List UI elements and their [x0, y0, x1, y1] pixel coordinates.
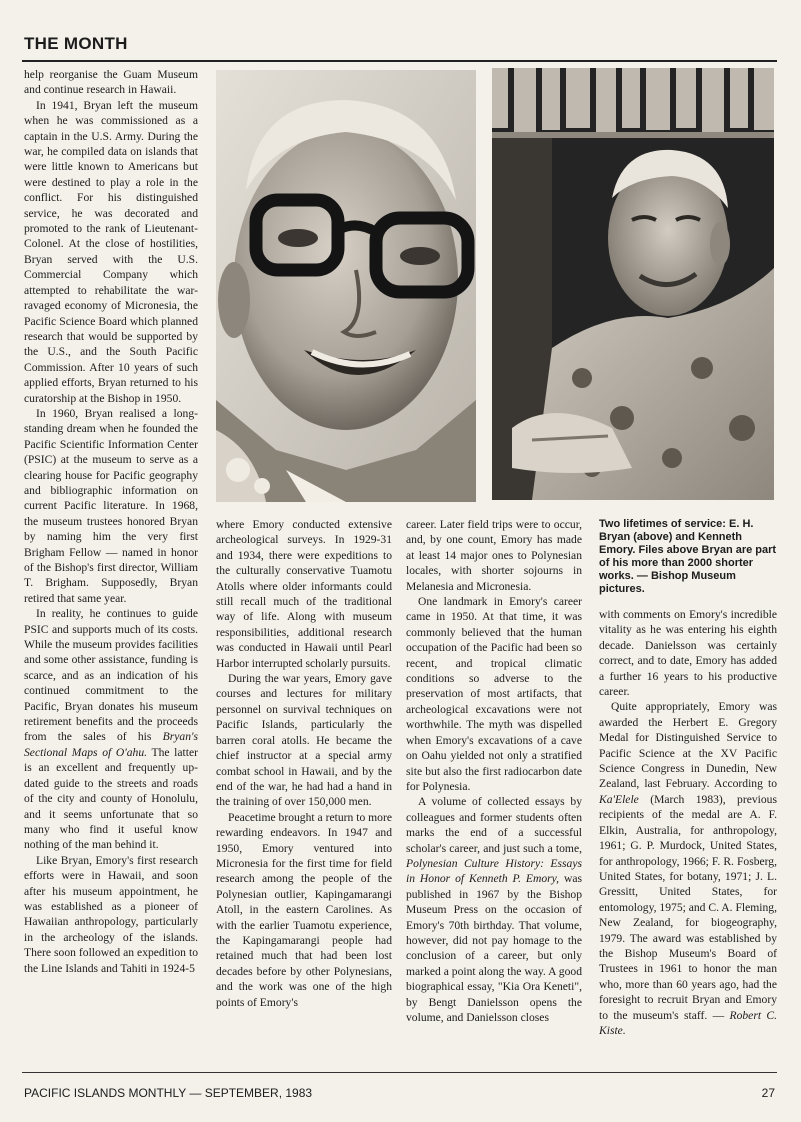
paragraph: help reorganise the Guam Museum and continue research in Hawaii.	[24, 68, 198, 97]
paragraph: One landmark in Emory's career came in 1950. At that time, it was commonly believed that the human occupation of the Pacific had been so recent, and tropical climatic conditions so adverse to the preservation of most artifacts, that archeological excavations were not worthwhile. The myth was dispelled when Emory's excavations of a cave on Oahu yielded not only a stratified site but also the first radiocarbon date for Polynesia.	[406, 595, 582, 793]
article-column-4	[599, 607, 777, 1067]
article-column-2	[216, 517, 392, 1067]
section-title: THE MONTH	[24, 34, 128, 53]
text-run: The latter is an excellent and frequently up-dated guide to the streets and roads of the city and county of Honolulu, and it seems unfortunate that so many who find it useful know nothing of the man behind it.	[24, 745, 198, 852]
paragraph: In 1960, Bryan realised a long-standing dream when he founded the Pacific Scientific Information Center (PSIC) at the museum to serve as a clearing house for Pacific geography and bibliographic information on current Pacific literature. In 1968, the museum trustees honored Bryan by naming him the very first Brigham Fellow — named in honor of the Bishop's first director, William T. Brigham. Supposedly, Bryan retired that same year.	[24, 406, 198, 605]
article-column-1	[24, 67, 198, 1067]
text-run: A volume of collected essays by colleagues and former students often marks the end of a successful scholar's career, and just such a tome,	[406, 795, 582, 855]
paragraph: career. Later field trips were to occur, and, by one count, Emory has made at least 14 major ones to Polynesian locales, with shorter sojourns in Melanesia and Micronesia.	[406, 518, 582, 593]
paragraph: In 1941, Bryan left the museum when he was commissioned as a captain in the U.S. Army. During the war, he compiled data on islands that were little known to Americans but were destined to play a role in the conflict. For his distinguished service, he was decorated and promoted to the rank of Lieutenant-Colonel. At the close of hostilities, Bryan served with the U.S. Commercial Company which attempted to rehabilitate the war-ravaged economy of Micronesia, the Pacific Science Board which planned research that would be supported by the U.S., and the South Pacific Commission. After 10 years of such applied efforts, Bryan returned to his curatorship at the Bishop in 1950.	[24, 98, 198, 405]
publication-footer: PACIFIC ISLANDS MONTHLY — SEPTEMBER, 1983	[24, 1086, 313, 1100]
paragraph	[24, 606, 198, 853]
paragraph: During the war years, Emory gave courses and lectures for military personnel on survival techniques on Pacific Islands, particularly the barren coral atolls. He became the chief instructor at a special army combat school in Hawaii, and by the end of the war, he had had a hand in the training of over 150,000 men.	[216, 672, 392, 809]
text-run: In reality, he continues to guide PSIC and supports much of its costs. While the museum provides facilities and some other assistance, funding is scarce, and as an indication of his continued commitment to the Pacific, Bryan donates his museum retirement benefits and the proceeds from the sales of his	[24, 607, 198, 744]
publication-title: Ka'Elele	[599, 792, 639, 806]
text-run: (March 1983), previous recipients of the medal are A. F. Elkin, Australia, for anthropology, 1961; G. P. Murdock, United States, for anthropology, 1966; F. R. Fosberg, United States, for botany, 1971; J. L. Gressitt, United States, for entomology, 1975; and C. A. Fleming, New Zealand, for biogeography, 1979. The award was established by the Bishop Museum's Board of Trustees in 1961 to honor the man who, more than 60 years ago, had the foresight to recruit Bryan and Emory to the museum's staff. —	[599, 792, 777, 1022]
portrait-photo-bryan	[216, 70, 476, 502]
photo-caption: Two lifetimes of service: E. H. Bryan (above) and Kenneth Emory. Files above Bryan are part of his more than 2000 shorter works. — Bishop Museum pictures.	[599, 518, 777, 595]
author-byline: Robert C. Kiste.	[599, 1008, 777, 1037]
book-title: Polynesian Culture History: Essays in Honor of Kenneth P. Emory,	[406, 856, 582, 886]
page-number: 27	[761, 1086, 775, 1100]
paragraph: Peacetime brought a return to more rewarding endeavors. In 1947 and 1950, Emory ventured into Micronesia for the first time for field research among the people of the Polynesian outlier, Kapingamarangi Atoll, in the eastern Carolines. As with the earlier Tuamotu experience, the Kapingamarangi people had retained much that had been lost decades before by other Polynesians, and the work was one of the high points of Emory's	[216, 810, 392, 1009]
paragraph	[406, 794, 582, 1025]
paragraph: where Emory conducted extensive archeological surveys. In 1929-31 and 1934, there were expeditions to the culturally conservative Tuamotu Atolls where older informants could still recall much of the traditional way of life. Along with museum responsibilities, additional research was conducted in Hawaii until Pearl Harbor interrupted scholarly pursuits.	[216, 518, 392, 670]
paragraph	[599, 699, 777, 1038]
article-column-3	[406, 517, 582, 1067]
header-rule	[22, 60, 777, 62]
footer-rule	[22, 1072, 777, 1073]
paragraph: Like Bryan, Emory's first research efforts were in Hawaii, and soon after his museum appointment, he was established as a pioneer of Hawaiian anthropology, particularly in the archeology of the islands. There soon followed an expedition to the Line Islands and Tahiti in 1924-5	[24, 853, 198, 975]
text-run: Quite appropriately, Emory was awarded the Herbert E. Gregory Medal for Distinguished Service to Pacific Science at the XV Pacific Science Congress in Dunedin, New Zealand, last February. According to	[599, 700, 777, 791]
portrait-photo-emory	[492, 68, 774, 500]
book-title: Bryan's Sectional Maps of O'ahu.	[24, 730, 198, 759]
paragraph: with comments on Emory's incredible vitality as he was entering his eighth decade. Danielsson was certainly correct, and to date, Emory has added a further 16 years to his productive career.	[599, 608, 777, 699]
text-run: was published in 1967 by the Bishop Museum Press on the occasion of Emory's 70th birthday. That volume, however, did not pay homage to the conclusion of a career, but only marked a point along the way. A good biographical essay, "Kia Ora Keneti", by Bengt Danielsson opens the volume, and Danielsson closes	[406, 872, 582, 1024]
